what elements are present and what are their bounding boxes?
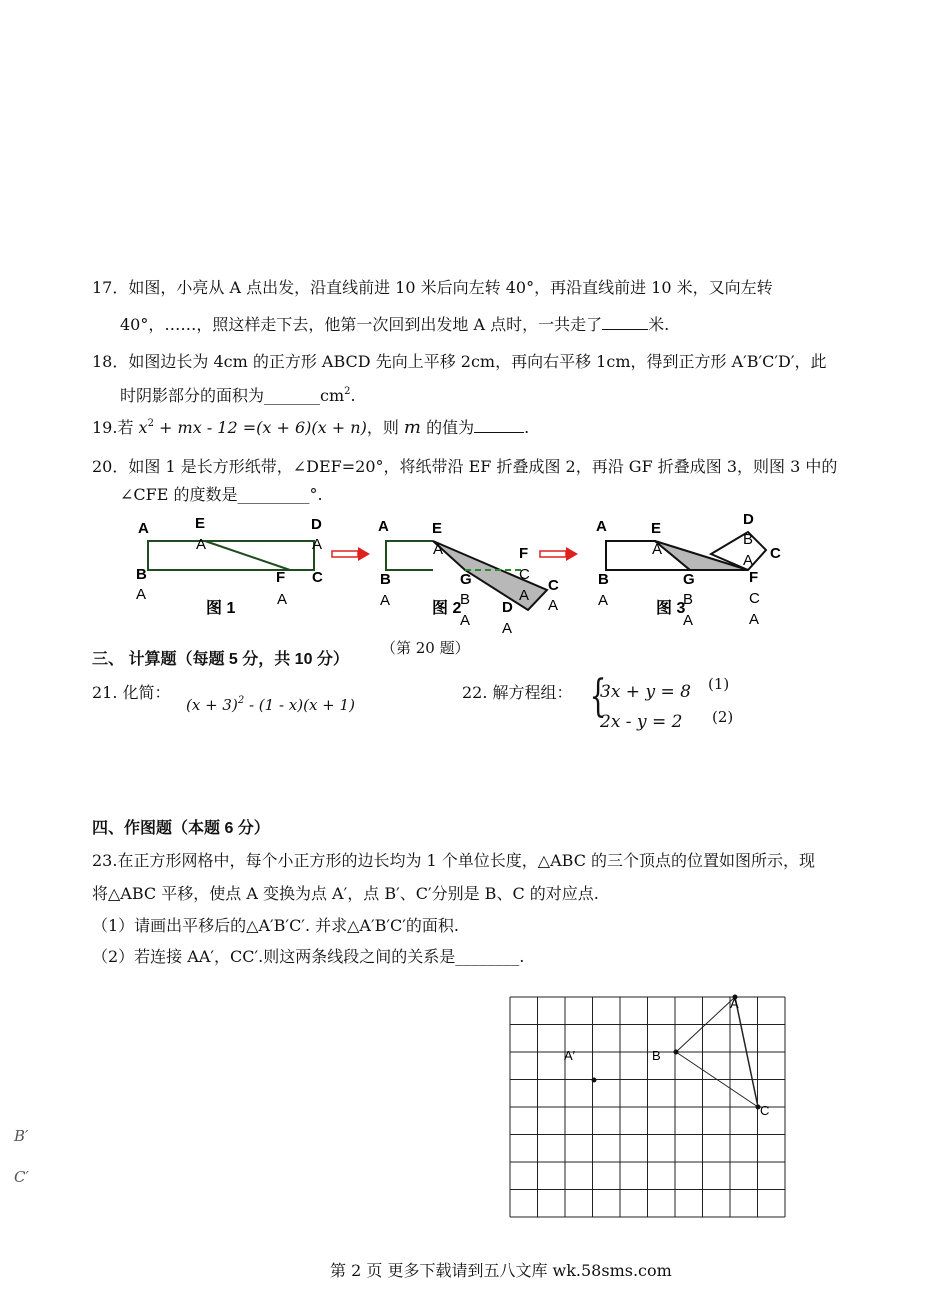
q21-label: 21. 化简： — [92, 683, 171, 702]
q22-eq2: 2x - y = 2 — [600, 712, 683, 732]
section3-title: 三、 计算题（每题 5 分，共 10 分） — [92, 651, 349, 668]
fig2-label-a5: A — [460, 612, 471, 629]
fig3-label-b2: B — [683, 591, 694, 608]
fig2-label-B: B — [380, 571, 391, 588]
fig1-title: 图 1 — [206, 600, 236, 617]
point-B — [674, 1050, 679, 1055]
brace-icon: { — [589, 671, 607, 722]
q22-eq2-number: (2) — [712, 708, 734, 726]
fig1-label-B: B — [136, 566, 147, 583]
fig1-label-a1: A — [196, 536, 207, 553]
fig2-label-c: C — [519, 566, 530, 583]
fig2-label-a1: A — [433, 541, 444, 558]
fig3-label-F: F — [749, 569, 759, 586]
fig3-title: 图 3 — [656, 600, 686, 617]
fig1-strip — [148, 541, 314, 570]
fig2-label-F: F — [519, 545, 529, 562]
q20-caption: （第 20 题） — [381, 639, 470, 657]
fig1-label-E: E — [195, 515, 206, 532]
fig3-label-B: B — [598, 571, 609, 588]
q22-eq1: 3x + y = 8 — [600, 682, 691, 702]
q20-line2: ∠CFE 的度数是_________°. — [120, 485, 323, 504]
q23-part2: （2）若连接 AA′，CC′.则这两条线段之间的关系是________. — [92, 947, 525, 966]
fig3-label-b1: B — [743, 531, 754, 548]
margin-label-c-prime: C′ — [14, 1168, 29, 1186]
fig3-label-E: E — [651, 520, 662, 537]
q22-label: 22. 解方程组： — [462, 683, 573, 702]
fig3-shaded-fold — [655, 541, 748, 570]
fig2-label-a4: A — [380, 592, 391, 609]
fig1-label-a4: A — [277, 591, 288, 608]
grid-label-B: B — [652, 1048, 661, 1063]
q19-line: 19.若 $x^2$ + mx - 12 =(x + 6)(x + n)，则 m 的值为 . — [92, 417, 530, 438]
fig3-label-c: C — [749, 590, 760, 607]
fig2-label-A: A — [378, 518, 389, 535]
grid-label-A-prime: A′ — [564, 1048, 576, 1063]
fig2-strip — [386, 541, 433, 570]
fig2-label-C: C — [548, 577, 559, 594]
fig1-label-D: D — [311, 516, 322, 533]
page-footer: 第 2 页 更多下载请到五八文库 wk.58sms.com — [330, 1261, 672, 1280]
fig3-label-a2: A — [743, 552, 754, 569]
fig2-label-a2: A — [519, 587, 530, 604]
arrow-right-icon — [540, 547, 578, 561]
fig2-label-D: D — [502, 599, 513, 616]
arrow-right-icon — [332, 547, 370, 561]
fig1-label-a3: A — [136, 586, 147, 603]
q23-grid[interactable] — [500, 990, 800, 1230]
fig3-label-D: D — [743, 511, 754, 528]
q22-eq1-number: (1) — [708, 675, 730, 693]
q23-part1: （1）请画出平移后的△A′B′C′. 并求△A′B′C′的面积. — [92, 916, 459, 935]
q17-line2: 40°，……，照这样走下去，他第一次回到出发地 A 点时，一共走了 米. — [120, 315, 670, 334]
fig2-label-a3: A — [548, 597, 559, 614]
q23-line1: 23.在正方形网格中，每个小正方形的边长均为 1 个单位长度，△ABC 的三个顶点的位置如图所示，现 — [92, 851, 816, 870]
q18-line2: 时阴影部分的面积为$\_\_\_\_\_\_\_cm^2$. — [120, 386, 356, 405]
fig3-label-a1: A — [652, 541, 663, 558]
fig3-label-G: G — [683, 571, 695, 588]
fig2-label-G: G — [460, 571, 472, 588]
fig3-label-a3: A — [598, 592, 609, 609]
fig3-label-a5: A — [749, 611, 760, 628]
q17-line1: 17．如图，小亮从 A 点出发，沿直线前进 10 米后向左转 40°，再沿直线前进 10 米，又向左转 — [92, 278, 773, 297]
point-A-prime — [592, 1078, 597, 1083]
fig1-label-A: A — [138, 520, 149, 537]
q20-line1: 20．如图 1 是长方形纸带，∠DEF=20°，将纸带沿 EF 折叠成图 2，再沿 GF 折叠成图 3，则图 3 中的 — [92, 457, 838, 476]
grid-label-A: A — [730, 996, 739, 1011]
fig2-label-b: B — [460, 591, 471, 608]
fig2-label-E: E — [432, 520, 443, 537]
q19-answer-blank[interactable] — [474, 418, 524, 433]
q18-line1: 18．如图边长为 4cm 的正方形 ABCD 先向上平移 2cm，再向右平移 1cm，得到正方形 A′B′C′D′，此 — [92, 352, 827, 371]
fig3-label-A: A — [596, 518, 607, 535]
q21-expression: $(x + 3)^2 - (1 - x)(x + 1)$ — [186, 695, 355, 714]
q17-answer-blank[interactable] — [602, 315, 648, 330]
grid-label-C: C — [760, 1103, 770, 1118]
fig2-label-a6: A — [502, 620, 513, 637]
fig3-label-C: C — [770, 545, 781, 562]
q23-line2: 将△ABC 平移，使点 A 变换为点 A′，点 B′、C′分别是 B、C 的对应点. — [92, 884, 599, 903]
section4-title: 四、作图题（本题 6 分） — [92, 820, 270, 837]
margin-label-b-prime: B′ — [14, 1127, 29, 1145]
fig3-label-a4: A — [683, 612, 694, 629]
fig1-label-F: F — [276, 569, 286, 586]
fig1-fold-line — [205, 541, 290, 570]
fig1-label-a2: A — [312, 536, 323, 553]
fig2-title: 图 2 — [432, 600, 462, 617]
fig1-label-C: C — [312, 569, 323, 586]
q20-figures — [0, 510, 950, 660]
